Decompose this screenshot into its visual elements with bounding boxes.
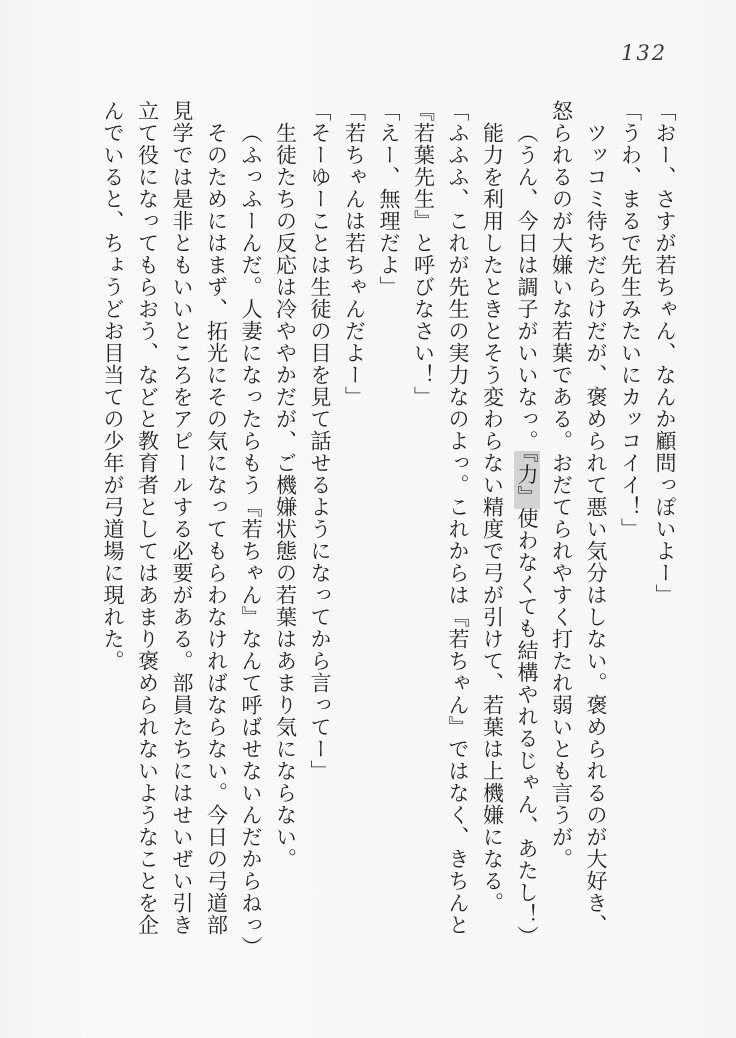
text-column: そのためにはまず、拓光にその気になってもらわなければならない。今日の弓道部: [204, 122, 229, 936]
text-block: [96, 100, 683, 962]
text-column: 「うわ、まるで先生みたいにカッコイイ！」: [618, 100, 643, 540]
text-column: 見学では是非ともいいところをアピールする必要がある。部員たちにはせいぜい引き: [170, 100, 194, 936]
text-column: 「ふふふ、これが先生の実力なのよっ。これからは『若ちゃん』ではなく、きちんと: [446, 100, 470, 936]
text-column: んでいると、ちょうどお目当ての少年が弓道場に現れた。: [101, 100, 125, 672]
page-number: 132: [621, 41, 668, 65]
text-column: 立て役になってもらおう、などと教育者としてはあまり褒められないようなことを企: [135, 100, 160, 936]
text-column: （うん、今日は調子がいいなっ。『力』使わなくても結構やれるじゃん、あたし！）: [515, 122, 539, 948]
text-column: 「そーゆーことは生徒の目を見て話せるようになってから言ってー」: [308, 100, 332, 782]
text-column: ツッコミ待ちだらけだが、褒められて悪い気分はしない。褒められるのが大好き、: [584, 122, 608, 936]
emphasis-highlight: 『力』: [515, 452, 539, 508]
text-column: 「若ちゃんは若ちゃんだよー」: [342, 100, 367, 408]
text-column: 怒られるのが大嫌いな若葉である。おだてられやすく打たれ弱いとも言うが。: [549, 100, 574, 870]
text-column: 「えー、無理だよ」: [377, 100, 401, 298]
text-column: （ふっふーんだ。人妻になったらもう『若ちゃん』なんて呼ばせないんだからねっ）: [239, 122, 263, 958]
text-column: 能力を利用したときとそう変わらない精度で弓が引けて、若葉は上機嫌になる。: [480, 122, 505, 914]
text-column: 生徒たちの反応は冷ややかだが、ご機嫌状態の若葉はあまり気にならない。: [273, 122, 298, 870]
text-column: 「おー、さすが若ちゃん、なんか顧問っぽいよー」: [653, 100, 677, 606]
text-column: 『若葉先生』と呼びなさい！」: [411, 100, 436, 408]
